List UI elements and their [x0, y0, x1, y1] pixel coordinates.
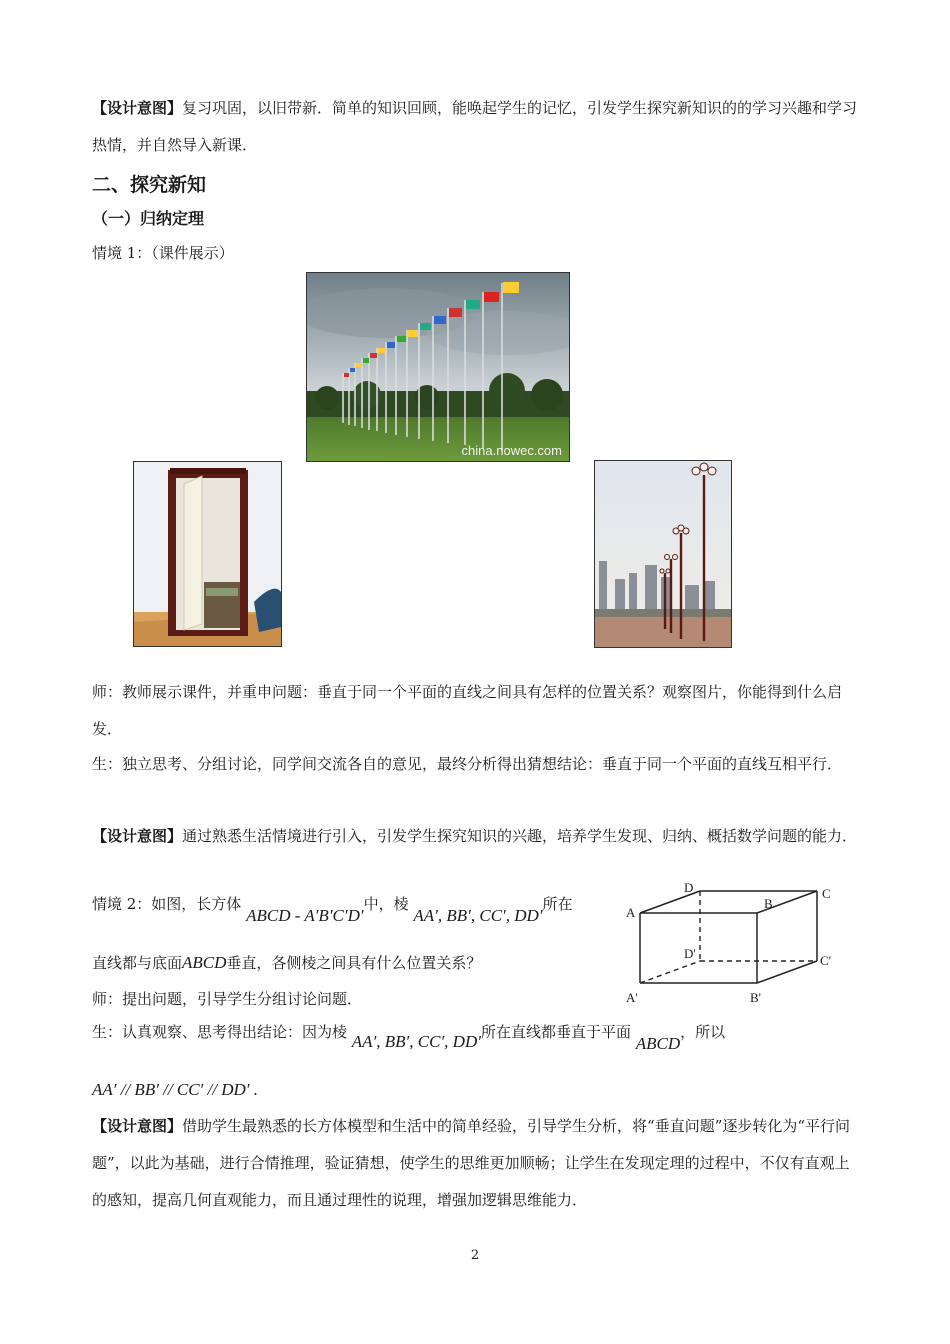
- label-A: A: [626, 905, 636, 920]
- lateral-edges: AA′, BB′, CC′, DD′: [413, 906, 543, 925]
- door-photo: [133, 461, 282, 647]
- student-2-plane: ABCD: [635, 1034, 681, 1053]
- student-2-suffix: ，所以: [680, 1023, 726, 1041]
- student-2-mid: 所在直线都垂直于平面: [480, 1023, 631, 1041]
- student-2-prefix: 生：认真观察、思考得出结论：因为棱: [92, 1023, 348, 1041]
- base-plane: ABCD: [182, 953, 227, 972]
- cuboid-name: ABCD - A′B′C′D′: [246, 906, 364, 925]
- design-intent-tag: 【设计意图】: [92, 827, 183, 845]
- lamps-photo: [594, 460, 732, 648]
- student-statement-1: 生：独立思考、分组讨论，同学间交流各自的意见，最终分析得出猜想结论：垂直于同一个平面的直线互相平行．: [92, 755, 843, 773]
- design-intent-1: [92, 90, 862, 164]
- scene-2-mid: 中，棱: [363, 895, 409, 913]
- label-D1: D': [684, 946, 696, 961]
- design-intent-text: 通过熟悉生活情境进行引入，引发学生探究知识的兴趣，培养学生发现、归纳、概括数学问题的能力．: [182, 827, 858, 845]
- design-intent-2: [92, 818, 862, 855]
- design-intent-tag: 【设计意图】: [92, 99, 183, 117]
- subsection-title: （一）归纳定理: [92, 209, 205, 228]
- scene-2-line2-suffix: 垂直，各侧棱之间具有什么位置关系？: [226, 954, 482, 972]
- design-intent-text: 借助学生最熟悉的长方体模型和生活中的简单经验，引导学生分析，将“垂直问题”逐步转化为“平行问题”，以此为基础，进行合情推理，验证猜想，使学生的思维更加顺畅；让学生在发现定理的过程中，不仅有直观上的感知，提高几何直观能力，而且通过理性的说理，增强加逻辑思维能力．: [92, 1117, 851, 1209]
- parallel-conclusion: AA′ // BB′ // CC′ // DD′ .: [92, 1080, 258, 1099]
- page-number: 2: [470, 1248, 480, 1263]
- photo-watermark: china.nowec.com: [461, 443, 562, 458]
- cuboid-diagram: [622, 876, 840, 1012]
- edge-A1D1: [640, 961, 700, 983]
- label-A1: A': [626, 990, 638, 1005]
- scene-2-line-1: [92, 893, 573, 925]
- scene-2-line-2: [92, 952, 481, 973]
- label-C: C: [822, 886, 831, 901]
- label-D: D: [684, 880, 694, 895]
- scene-2-line2-prefix: 直线都与底面: [92, 954, 183, 972]
- section-title: 二、探究新知: [92, 174, 207, 196]
- label-B1: B': [750, 990, 762, 1005]
- design-intent-3: [92, 1108, 862, 1219]
- student-statement-2: [92, 1021, 862, 1053]
- edge-B1C1: [757, 961, 817, 983]
- student-2-edges: AA′, BB′, CC′, DD′: [351, 1032, 481, 1051]
- label-C1: C': [820, 953, 832, 968]
- design-intent-text: 复习巩固，以旧带新．简单的知识回顾，能唤起学生的记忆，引发学生探究新知识的的学习兴趣和学习热情，并自然导入新课．: [92, 99, 858, 154]
- flags-photo: [306, 272, 570, 462]
- teacher-statement-1: 师：教师展示课件，并重申问题：垂直于同一个平面的直线之间具有怎样的位置关系？观察图片，你能得到什么启发．: [92, 683, 843, 738]
- scene-2-suffix: 所在: [542, 895, 573, 913]
- design-intent-tag: 【设计意图】: [92, 1117, 183, 1135]
- scene-2-prefix: 情境 2：如图，长方体: [92, 895, 242, 913]
- scene-1-label: 情境 1：（课件展示）: [92, 244, 234, 262]
- label-B: B: [764, 896, 773, 911]
- teacher-statement-2: 师：提出问题，引导学生分组讨论问题．: [92, 990, 363, 1008]
